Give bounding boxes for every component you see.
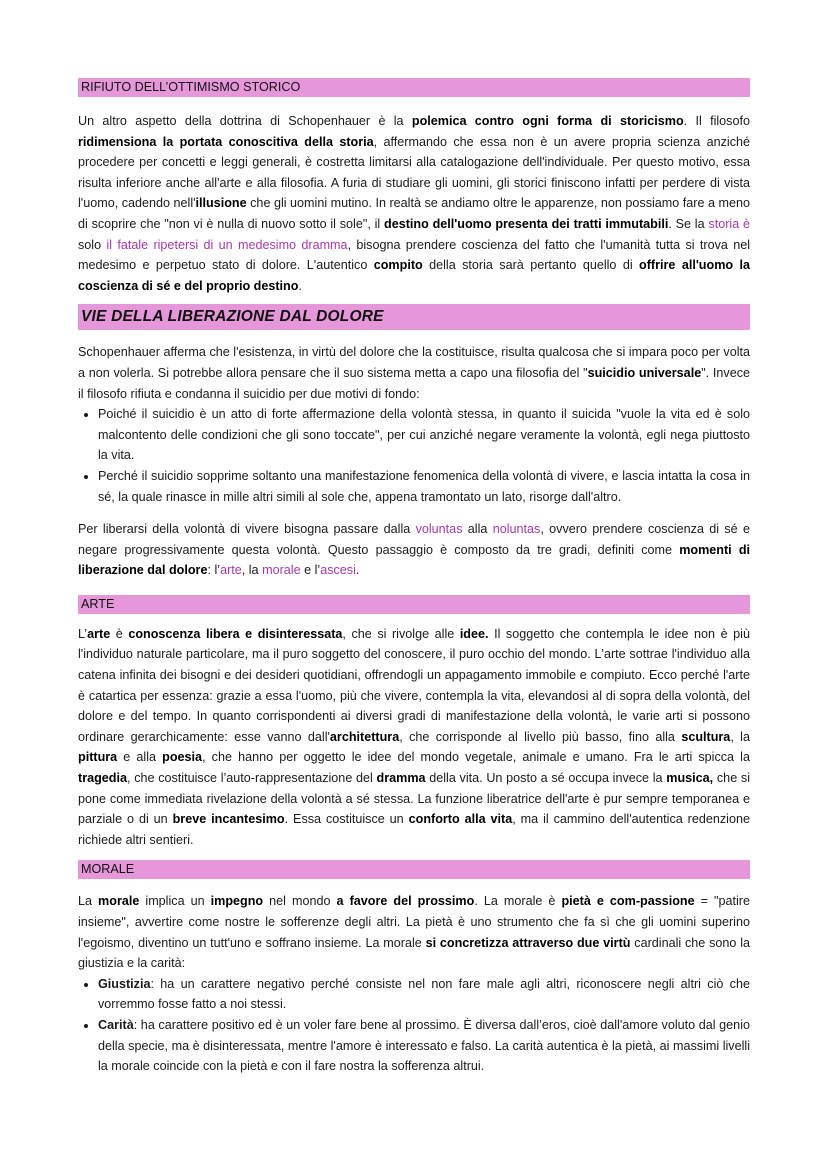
paragraph-vie-intro: Schopenhauer afferma che l'esistenza, in virtù del dolore che la costituisce, risulta qualcosa che si impara poco per volta a non volerla. Si potrebbe allora pensare che il suo sistema metta a capo una filosofia del "suicidio universale". Invece il filosofo rifiuta e condanna il suicidio per due motivi di fondo: xyxy=(78,345,751,401)
section-heading-morale: MORALE xyxy=(78,860,750,879)
paragraph-arte: L’arte è conoscenza libera e disinteressata, che si rivolge alle idee. Il soggetto che contempla le idee non è più l'individuo naturale particolare, ma il puro soggetto del conoscere, il puro occhio del mondo. L'arte sottrae l'individuo alla catena infinita dei bisogni e dei desideri quotidiani, offrendogli un appagamento immobile e compiuto. Ecco perché l'arte è catartica per essenza: grazie a essa l'uomo, più che vivere, contempla la vita, elevandosi al di sopra della volontà, del dolore e del tempo. In quanto corrispondenti ai diversi gradi di manifestazione della volontà, le varie arti si possono ordinare gerarchicamente: esse vanno dall'architettura, che corrisponde al livello più basso, fino alla scultura, la pittura e alla poesia, che hanno per oggetto le idee del mondo vegetale, animale e umano. Fra le arti spicca la tragedia, che costituisce l’auto-rappresentazione del dramma della vita. Un posto a sé occupa invece la musica, che si pone come immediata rivelazione della volontà a sé stessa. La funzione liberatrice dell'arte è pur sempre temporanea e parziale o di un breve incantesimo. Essa costituisce un conforto alla vita, ma il cammino dell'autentica redenzione richiede altri sentieri. xyxy=(78,626,750,847)
section-heading-vie: VIE DELLA LIBERAZIONE DAL DOLORE xyxy=(78,304,750,330)
list-motivi-suicidio xyxy=(78,404,750,507)
document-content xyxy=(78,78,750,1077)
list-virtu-cardinali xyxy=(78,974,750,1077)
paragraph-morale: La morale implica un impegno nel mondo a favore del prossimo. La morale è pietà e com-passione = "patire insieme", avvertire come nostre le sofferenze degli altri. La pietà è uno strumento che fa sì che gli uomini superino l'egoismo, diventino un tutt'uno e soffrano insieme. La morale si concretizza attraverso due virtù cardinali che sono la giustizia e la carità: xyxy=(78,894,751,971)
section-heading-arte: ARTE xyxy=(78,595,750,614)
paragraph-vie-liberazione: Per liberarsi della volontà di vivere bisogna passare dalla voluntas alla noluntas, ovvero prendere coscienza di sé e negare progressivamente questa volontà. Questo passaggio è composto da tre gradi, definiti come momenti di liberazione dal dolore: l’arte, la morale e l’ascesi. xyxy=(78,522,751,578)
list-item: • Giustizia: ha un carattere negativo perché consiste nel non fare male agli altri, riconoscere negli altri ciò che vorremmo fosse fatto a noi stessi. xyxy=(98,974,750,1015)
list-item: • Perché il suicidio sopprime soltanto una manifestazione fenomenica della volontà di vivere, e lascia intatta la cosa in sé, la quale rinasce in mille altri simili al sole che, appena tramontato un lato, risorge dall'altro. xyxy=(98,466,750,507)
list-item: • Carità: ha carattere positivo ed è un voler fare bene al prossimo. È diversa dall’eros, cioè dall'amore voluto dal genio della specie, ma è disinteressata, mentre l'amore è interessato e falso. La carità autentica è la pietà, ai massimi livelli la morale coincide con la pietà e con il fare nostra la sofferenza altrui. xyxy=(98,1015,750,1077)
section-heading-storico: RIFIUTO DELL’OTTIMISMO STORICO xyxy=(78,78,750,97)
paragraph-storico: Un altro aspetto della dottrina di Schopenhauer è la polemica contro ogni forma di storicismo. Il filosofo ridimensiona la portata conoscitiva della storia, affermando che essa non è un avere propria scienza anziché procedere per concetti e leggi generali, è costretta limitarsi alla catalogazione dell'individuale. Per questo motivo, essa risulta inferiore anche all'arte e alla filosofia. A furia di studiare gli uomini, gli storici finiscono infatti per perdere di vista l'uomo, cadendo nell'illusione che gli uomini mutino. In realtà se andiamo oltre le apparenze, non possiamo fare a meno di scoprire che "non vi è nulla di nuovo sotto il sole", il destino dell'uomo presenta dei tratti immutabili. Se la storia è solo il fatale ripetersi di un medesimo dramma, bisogna prendere coscienza del fatto che l'umanità tutta si trova nel medesimo e perpetuo stato di dolore. L'autentico compito della storia sarà pertanto quello di offrire all'uomo la coscienza di sé e del proprio destino. xyxy=(78,114,751,293)
list-item: • Poiché il suicidio è un atto di forte affermazione della volontà stessa, in quanto il suicida "vuole la vita ed è solo malcontento delle condizioni che gli sono toccate", per cui anziché negare veramente la volontà, egli nega piuttosto la vita. xyxy=(98,404,750,466)
